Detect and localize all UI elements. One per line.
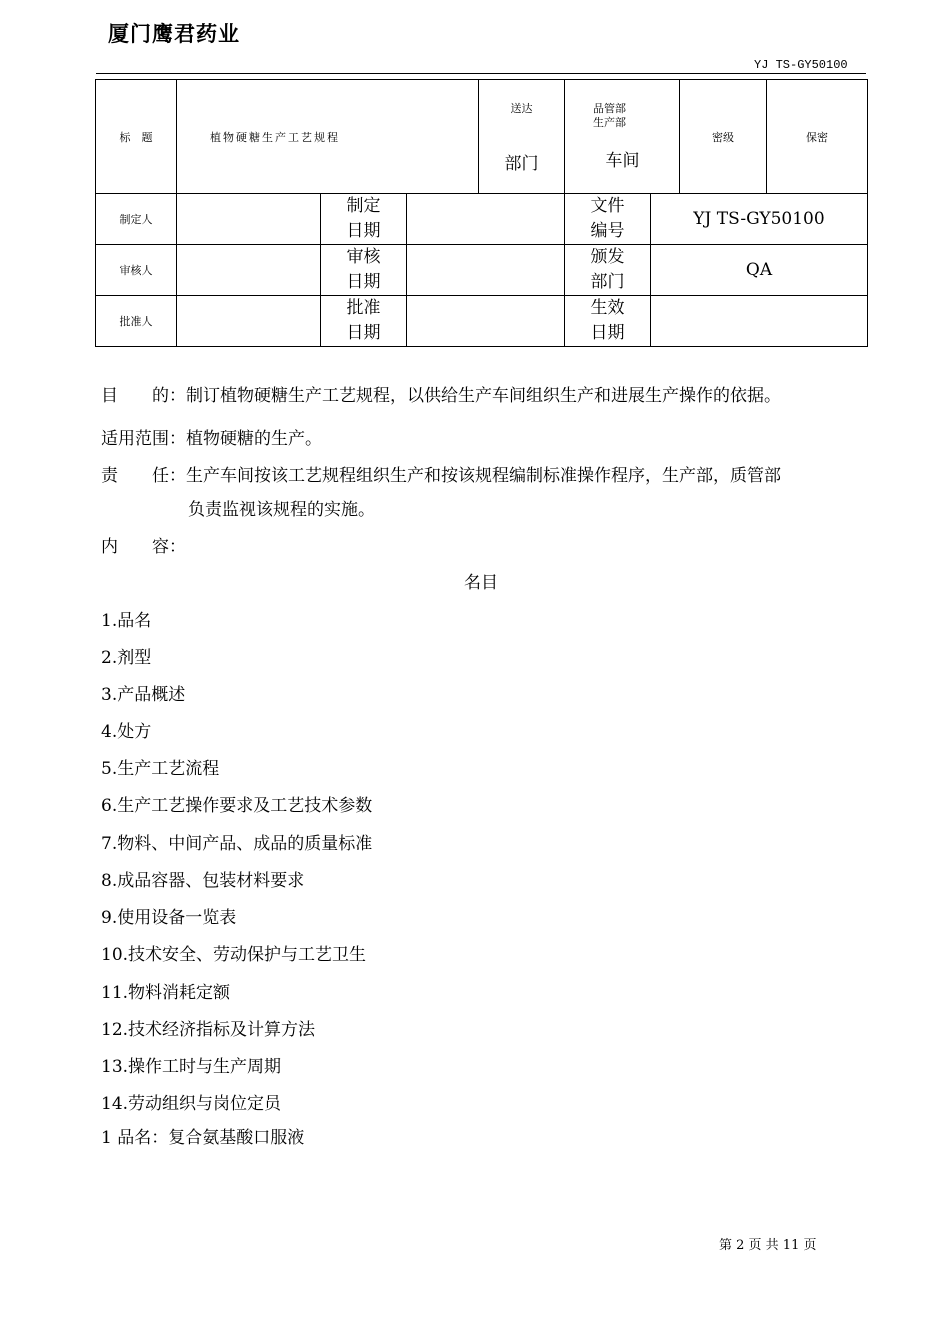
scope-paragraph: 适用范围：植物硬糖的生产。 <box>101 429 322 449</box>
maker-label: 制定人 <box>96 194 177 245</box>
toc-item: 11.物料消耗定额 <box>101 983 231 1003</box>
secret-level-value: 保密 <box>767 80 868 194</box>
toc-item: 3.产品概述 <box>101 685 186 705</box>
content-label: 内 容： <box>101 537 186 557</box>
document-title: 植物硬糖生产工艺规程 <box>177 80 479 194</box>
recipient-cell <box>565 80 680 194</box>
toc-item: 5.生产工艺流程 <box>101 759 220 779</box>
toc-item: 13.操作工时与生产周期 <box>101 1057 282 1077</box>
toc-item: 8.成品容器、包装材料要求 <box>101 871 305 891</box>
make-date-value <box>407 194 565 245</box>
reviewer-label: 审核人 <box>96 245 177 296</box>
file-number-value: YJ TS-GY50100 <box>651 194 868 245</box>
recipient-departments: 品管部 生产部 <box>593 102 626 129</box>
review-date-value <box>407 245 565 296</box>
file-number-label: 文件 编号 <box>565 194 651 245</box>
approve-date-label: 批准 日期 <box>321 296 407 347</box>
deliver-cell <box>479 80 565 194</box>
secret-level-label: 密级 <box>680 80 767 194</box>
workshop-label: 车间 <box>605 151 640 171</box>
effective-date-value <box>651 296 868 347</box>
approver-label: 批准人 <box>96 296 177 347</box>
toc-item: 12.技术经济指标及计算方法 <box>101 1020 316 1040</box>
deliver-label: 送达 <box>510 102 533 115</box>
toc-item: 10.技术安全、劳动保护与工艺卫生 <box>101 945 367 965</box>
toc-item: 4.处方 <box>101 722 152 742</box>
toc-item: 7.物料、中间产品、成品的质量标准 <box>101 834 373 854</box>
toc-title: 名目 <box>464 573 498 593</box>
issue-dept-value: QA <box>651 245 868 296</box>
review-date-label: 审核 日期 <box>321 245 407 296</box>
purpose-paragraph: 目 的：制订植物硬糖生产工艺规程，以供给生产车间组织生产和进展生产操作的依据。 <box>101 386 781 406</box>
page-number-footer: 第 2 页 共 11 页 <box>719 1238 817 1253</box>
toc-item: 14.劳动组织与岗位定员 <box>101 1094 282 1114</box>
responsibility-continuation: 负责监视该规程的实施。 <box>188 500 375 520</box>
approver-value <box>177 296 321 347</box>
issue-dept-label: 颁发 部门 <box>565 245 651 296</box>
title-label: 标 题 <box>96 80 177 194</box>
document-control-table <box>95 79 868 347</box>
make-date-label: 制定 日期 <box>321 194 407 245</box>
section-1-heading: 1 品名：复合氨基酸口服液 <box>101 1128 305 1148</box>
document-number-header: YJ TS-GY50100 <box>754 58 848 72</box>
toc-item: 9.使用设备一览表 <box>101 908 237 928</box>
effective-date-label: 生效 日期 <box>565 296 651 347</box>
header-rule <box>96 73 866 74</box>
approve-date-value <box>407 296 565 347</box>
reviewer-value <box>177 245 321 296</box>
toc-item: 2.剂型 <box>101 648 152 668</box>
responsibility-paragraph: 责 任：生产车间按该工艺规程组织生产和按该规程编制标准操作程序，生产部，质管部 <box>101 466 781 486</box>
maker-value <box>177 194 321 245</box>
toc-item: 6.生产工艺操作要求及工艺技术参数 <box>101 796 373 816</box>
toc-item: 1.品名 <box>101 611 152 631</box>
company-name: 厦门鹰君药业 <box>108 22 240 46</box>
deliver-dept: 部门 <box>504 154 539 174</box>
